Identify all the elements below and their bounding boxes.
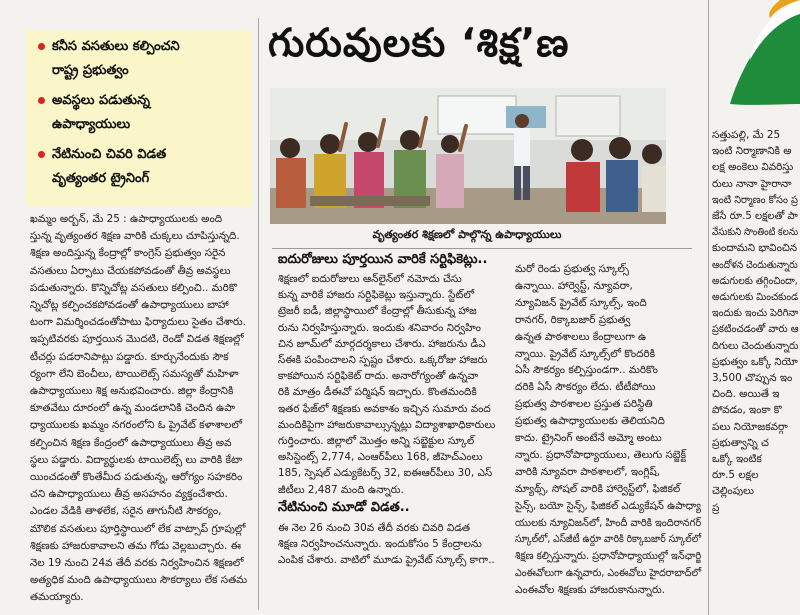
column-divider xyxy=(708,0,709,615)
body-text-line: అడుగులకు మించకుండ xyxy=(712,291,799,303)
body-text-line: న్యూవిజన్ ప్రైవేట్ స్కూల్స్, ఇంది xyxy=(515,296,647,309)
body-text-line: రానగర్, రిక్కాబజార్ ప్రభుత్వ xyxy=(515,313,631,326)
body-text-line: స్తున్న వృత్యంతర శిక్షణ వారికి చుక్కలు చూపిస్తున్నది. xyxy=(30,230,240,243)
body-text-line: చిన జూమ్‌లో మార్గదర్శకాలు చేశారు. హాజరును డీఎ xyxy=(278,337,486,350)
body-text-line: శిక్షణలో ఐదురోజులు ఆన్‌లైన్‌లో నమోదు చేసు xyxy=(278,273,462,285)
highlight-line: రాష్ట్ర ప్రభుత్వం xyxy=(52,63,129,78)
body-text-line: కాదు. ట్రైనింగ్ అంటేనే అమ్మో అంటు xyxy=(515,432,662,444)
body-text-line: న్నిచోట్ల కల్పించకపోవడంతో ఉపాధ్యాయులు బాహా xyxy=(30,299,229,311)
body-text-line: ప్రభుత్వ పాఠశాలల ప్రస్తుత పరిస్థితి xyxy=(515,398,653,411)
body-text-line: చింది. అయితే ఇ xyxy=(712,388,780,401)
body-text-line: పలు నియోజకవర్గా xyxy=(712,420,788,433)
body-text-line: ఇతర ఫేజ్‌లో శిక్షణకు అవకాశం ఇచ్చిన సుమారు వంద xyxy=(278,402,491,415)
body-text-line: ఖమ్మం అర్బన్, మే 25 : ఉపాధ్యాయులకు అంది xyxy=(30,213,223,225)
body-text-line: మౌలిక వసతులు పూర్తిస్థాయిలో లేక వాట్సాప్ గ్రూపుల్లో xyxy=(30,522,246,535)
bullet-icon xyxy=(38,151,45,158)
body-text-line: ప్రభుత్వం ఒక్కో నియో xyxy=(712,355,798,368)
body-text-line: అసిస్టెంట్స్ 2,774, ఎంఆర్‌పీలు 168, జీహెచ్‌ఎంలు xyxy=(278,451,483,464)
body-text-line: ఇందుకు ఇంచు పెరిగినా xyxy=(712,307,799,320)
body-text-line: ఇంటి నిర్మాణానికి అ xyxy=(712,145,792,158)
body-text-line: జీటీలు 2,487 మంది ఉన్నారు. xyxy=(278,483,404,496)
body-text-line: సత్తుపల్లి, మే 25 xyxy=(712,129,781,141)
body-text-line: చని ఉపాధ్యాయులు తీవ్ర అసహనం వ్యక్తంచేశారు. xyxy=(30,488,228,501)
body-text-line: జేసే రూ.5 లక్షలతో పా xyxy=(712,210,798,222)
body-text-line: 3,500 చొప్పున ఇం xyxy=(712,372,793,384)
body-text-line: యించడంతో కొంతేమీద పడుతున్న, ఆరోగ్యం సహకరిం xyxy=(30,471,243,483)
body-text-line: వసతులు ఏర్పాటు చేయకపోవడంతో తీవ్ర అవస్థలు xyxy=(30,264,231,277)
body-text-line: లక్ష అంకెలు వివరిస్తు xyxy=(712,161,794,174)
body-text-line: ఇప్పటివరకు పూర్తయిన మొదటి, రెండో విడత శిక్షణల్లో xyxy=(30,333,244,346)
body-text-line: రును నిర్వహిస్తున్నారు. ఇందుకు శనివారం నిర్వహిం xyxy=(278,321,481,334)
body-text-line: వేసుకుని సొంతింటి కలను xyxy=(712,226,799,239)
highlight-line: వృత్యంతర ట్రైనింగ్ xyxy=(52,171,150,186)
body-text-line: రికి మాత్రం డీఈవో పర్మిషన్ ఇచ్చారు. కొంతమందికి xyxy=(278,386,477,399)
body-text-line: మందికిపైగా హాజరుకావాల్సున్నట్లు విద్యాశాఖాధికారులు xyxy=(278,418,496,431)
highlight-line: అవస్థలు పడుతున్న xyxy=(52,93,150,108)
body-text-line: మరో రెండు ప్రభుత్వ స్కూల్స్ xyxy=(515,263,629,275)
classroom-photo xyxy=(270,88,666,224)
body-text-line: కూతవేటు దూరంలో ఉన్న మండలానికి చెందిన ఉపా xyxy=(30,402,236,415)
bullet-icon xyxy=(38,97,45,104)
body-text-line: సైన్స్, బయో సైన్స్, ఫిజికల్ ఎడ్యుకేషన్ ఉపాధ్యా xyxy=(515,499,701,512)
body-text-line: ఉపాధ్యాయులు శిక్ష అనుభవించారు. జిల్లా కేంద్రానికి xyxy=(30,385,234,397)
body-text-line: పడుతున్నారు. కొన్నిచోట్ల వసతులు కల్పించి.. మరికొ xyxy=(30,281,237,294)
body-text-line: శిక్షణకు హాజరుకావాలని తమ గోడు వెల్లబుచ్చారు. ఈ xyxy=(30,539,241,552)
body-text-line: పోవడం, ఇంకా కొ xyxy=(712,404,782,417)
body-text-line: రులు నానా హైరానా xyxy=(712,177,792,190)
body-text-line: ధ్యాయులకు ఖమ్మం నగరంలోని ఓ ప్రైవేట్ కళాశాలలో xyxy=(30,419,243,432)
body-text-line: 185, స్పెషల్ ఎడ్యుకేటర్స్ 32, ఐఈఆర్‌పీలు 30, ఎస్ xyxy=(278,467,493,480)
highlights-box xyxy=(26,30,252,206)
body-text-line: ఆందోళన చెందుతున్నారు xyxy=(712,258,798,271)
body-text-line: ఒక్కో ఇంటిక xyxy=(712,453,762,465)
body-text-line: ప్రకటించడంతో వారు ఆ xyxy=(712,323,799,336)
body-text-line: అత్యధిక మంది ఉపాధ్యాయులు సౌకర్యాలు లేక సతమ xyxy=(30,574,248,587)
body-text-line: స్థలు పడ్డారు. విద్యార్థులకు టాయిలెట్స్ లు వారికి కేటా xyxy=(30,453,243,466)
body-text-line: అడుగులకు తగ్గించిందా, xyxy=(712,274,798,287)
highlight-line: నేటినుంచి చివరి విడత xyxy=(52,147,167,162)
body-text-line: వారికి న్యూవరా పాఠశాలలో, ఇంగ్లిష్, xyxy=(515,465,661,478)
subheading: నేటినుంచి మూడో విడత.. xyxy=(278,500,410,515)
body-text-line: టీచర్లు పడరానిపాట్లు పడ్డారు. కూర్చునేందుకు సౌక xyxy=(30,350,229,363)
article-photo xyxy=(270,88,666,224)
body-text-line: న్నారు. ప్రధానోపాధ్యాయులు, తెలుగు సబ్జెక్ట్ xyxy=(515,448,687,461)
body-text-line: శిక్షణ నిర్వహించనున్నారు. ఇందుకోసం 5 కేంద్రాలను xyxy=(278,538,482,551)
subheading: ఐదురోజులు పూర్తయిన వారికే సర్టిఫికెట్లు.. xyxy=(278,252,488,267)
body-text-line: కాకపోయిన సర్టిఫికెట్ రాదు. అనారోగ్యంతో ఉన్నవా xyxy=(278,370,479,383)
body-text-line: స్కూల్‌లో, ఎస్‌జీటీ ఉర్దూ వారికి రిక్కాబజార్ స్కూల్‌లో xyxy=(515,533,702,546)
body-text-line: ర్యంగా లేని బెంచీలు, టాయిలెట్స్ సమస్యతో మహిళా xyxy=(30,367,239,380)
body-text-line: టంగా విమర్శించడంతోపాటు ఫిర్యాదులు సైతం చేశారు. xyxy=(30,316,246,329)
body-text-line: ఈ నెల 26 నుంచి 30వ తేదీ వరకు చివరి విడత xyxy=(278,522,471,534)
highlight-line: కనీస వసతులు కల్పించని xyxy=(52,39,180,54)
body-text-line: శిక్షణ అందిస్తున్న కేంద్రాల్లో కాంగ్రెస్ ప్రభుత్వం సరైన xyxy=(30,247,226,260)
corner-graphic xyxy=(720,0,800,120)
body-text-line: కున్న వారికే హాజరు సర్టిఫికెట్లు ఇస్తున్నారు. స్టేట్‌లో xyxy=(278,289,475,302)
column-divider xyxy=(258,18,259,610)
highlight-line: ఉపాధ్యాయులు xyxy=(52,117,131,132)
body-text-line: ట్రెజరీ ఐడీ, జిల్లాస్థాయిలో కేంద్రాల్లో తీసుకున్న హాజ xyxy=(278,305,477,318)
body-text-line: శిక్షణ కల్పిస్తున్నారు. ప్రధానోపాధ్యాయుల్లో ఇన్‌ఛార్జి xyxy=(515,550,702,563)
body-text-line: రూ.5 లక్షల xyxy=(712,469,759,482)
body-text-line: తమయ్యారు. xyxy=(30,591,84,604)
body-text-line: ఉన్నాయి. హార్వెస్ట్, న్యూవరా, xyxy=(515,279,633,292)
photo-caption: వృత్యంతర శిక్షణలో పాల్గొన్న ఉపాధ్యాయులు xyxy=(372,228,562,241)
body-text-line: ఎంఈవోల శిక్షణకు హాజరుకానున్నారు. xyxy=(515,584,666,597)
bullet-icon xyxy=(38,43,45,50)
body-text-line: ఎంపిక చేశారు. వాటిలో మూడు ప్రైవేట్ స్కూల్స్ కాగా.. xyxy=(278,554,495,567)
body-text-line: దిగులు చెందుతున్నారు xyxy=(712,339,799,352)
body-text-line: దరికి ఏసీ సౌకర్యం లేదు. టీటీపోయి xyxy=(515,381,656,394)
body-text-line: మ్యాథ్స్, సోషల్ వారికి హార్వెస్ట్‌లో, ఫిజికల్ xyxy=(515,482,681,495)
body-text-line: యులకు న్యూవిజన్‌లో, హిందీ వారికి ఇందిరానగర్ xyxy=(515,516,702,529)
body-text-line: ఉన్నత పాఠశాలలు కేంద్రాలుగా ఉ xyxy=(515,330,647,343)
body-text-line: న్నాయి. ప్రైవేట్ స్కూల్స్‌లో కొందరికి xyxy=(515,347,656,360)
body-text-line: కల్పించిన శిక్షణ కేంద్రంలో ఉపాధ్యాయులు తీవ్ర అవ xyxy=(30,436,232,449)
body-text-line: ఎండల వేడికి తాళలేక, సరైన తాగునీటి సౌకర్యం, xyxy=(30,505,222,518)
body-text-line: చెల్లింపులు xyxy=(712,485,755,498)
body-text-line: నెల 19 నుంచి 24వ తేదీ వరకు నిర్వహించిన శిక్షణలో xyxy=(30,557,244,569)
body-text-line: ప్రభుత్వ ఉపాధ్యాయులకు తెలియనిది xyxy=(515,415,665,428)
body-text-line: స్ఈకి పంపించాలని స్పష్టం చేశారు. ఒక్కరోజు హాజరు xyxy=(278,354,488,366)
headline: గురువులకు ‘శిక్ష’ణ xyxy=(268,21,570,66)
section-rule xyxy=(272,248,692,249)
body-text-line: ఏసీ సౌకర్యం కల్పిస్తుండగా.. మరికొం xyxy=(515,364,658,377)
body-text-line: గుర్తించారు. జిల్లాలో మొత్తం అన్ని సబ్జెక్టుల స్కూల్ xyxy=(278,435,475,447)
body-text-line: కుందామని భావించిన xyxy=(712,242,798,255)
body-text-line: ప్రభుత్వాన్ని చ xyxy=(712,436,769,449)
body-text-line: ప్ర xyxy=(712,501,720,514)
body-text-line: ఇంటి నిర్మాణం కోసం ప్ర xyxy=(712,193,798,206)
body-text-line: ఎంఈవోలుగా ఉన్నవారు, ఎంఈవోలు హైదరాబాద్‌లో xyxy=(515,567,702,580)
